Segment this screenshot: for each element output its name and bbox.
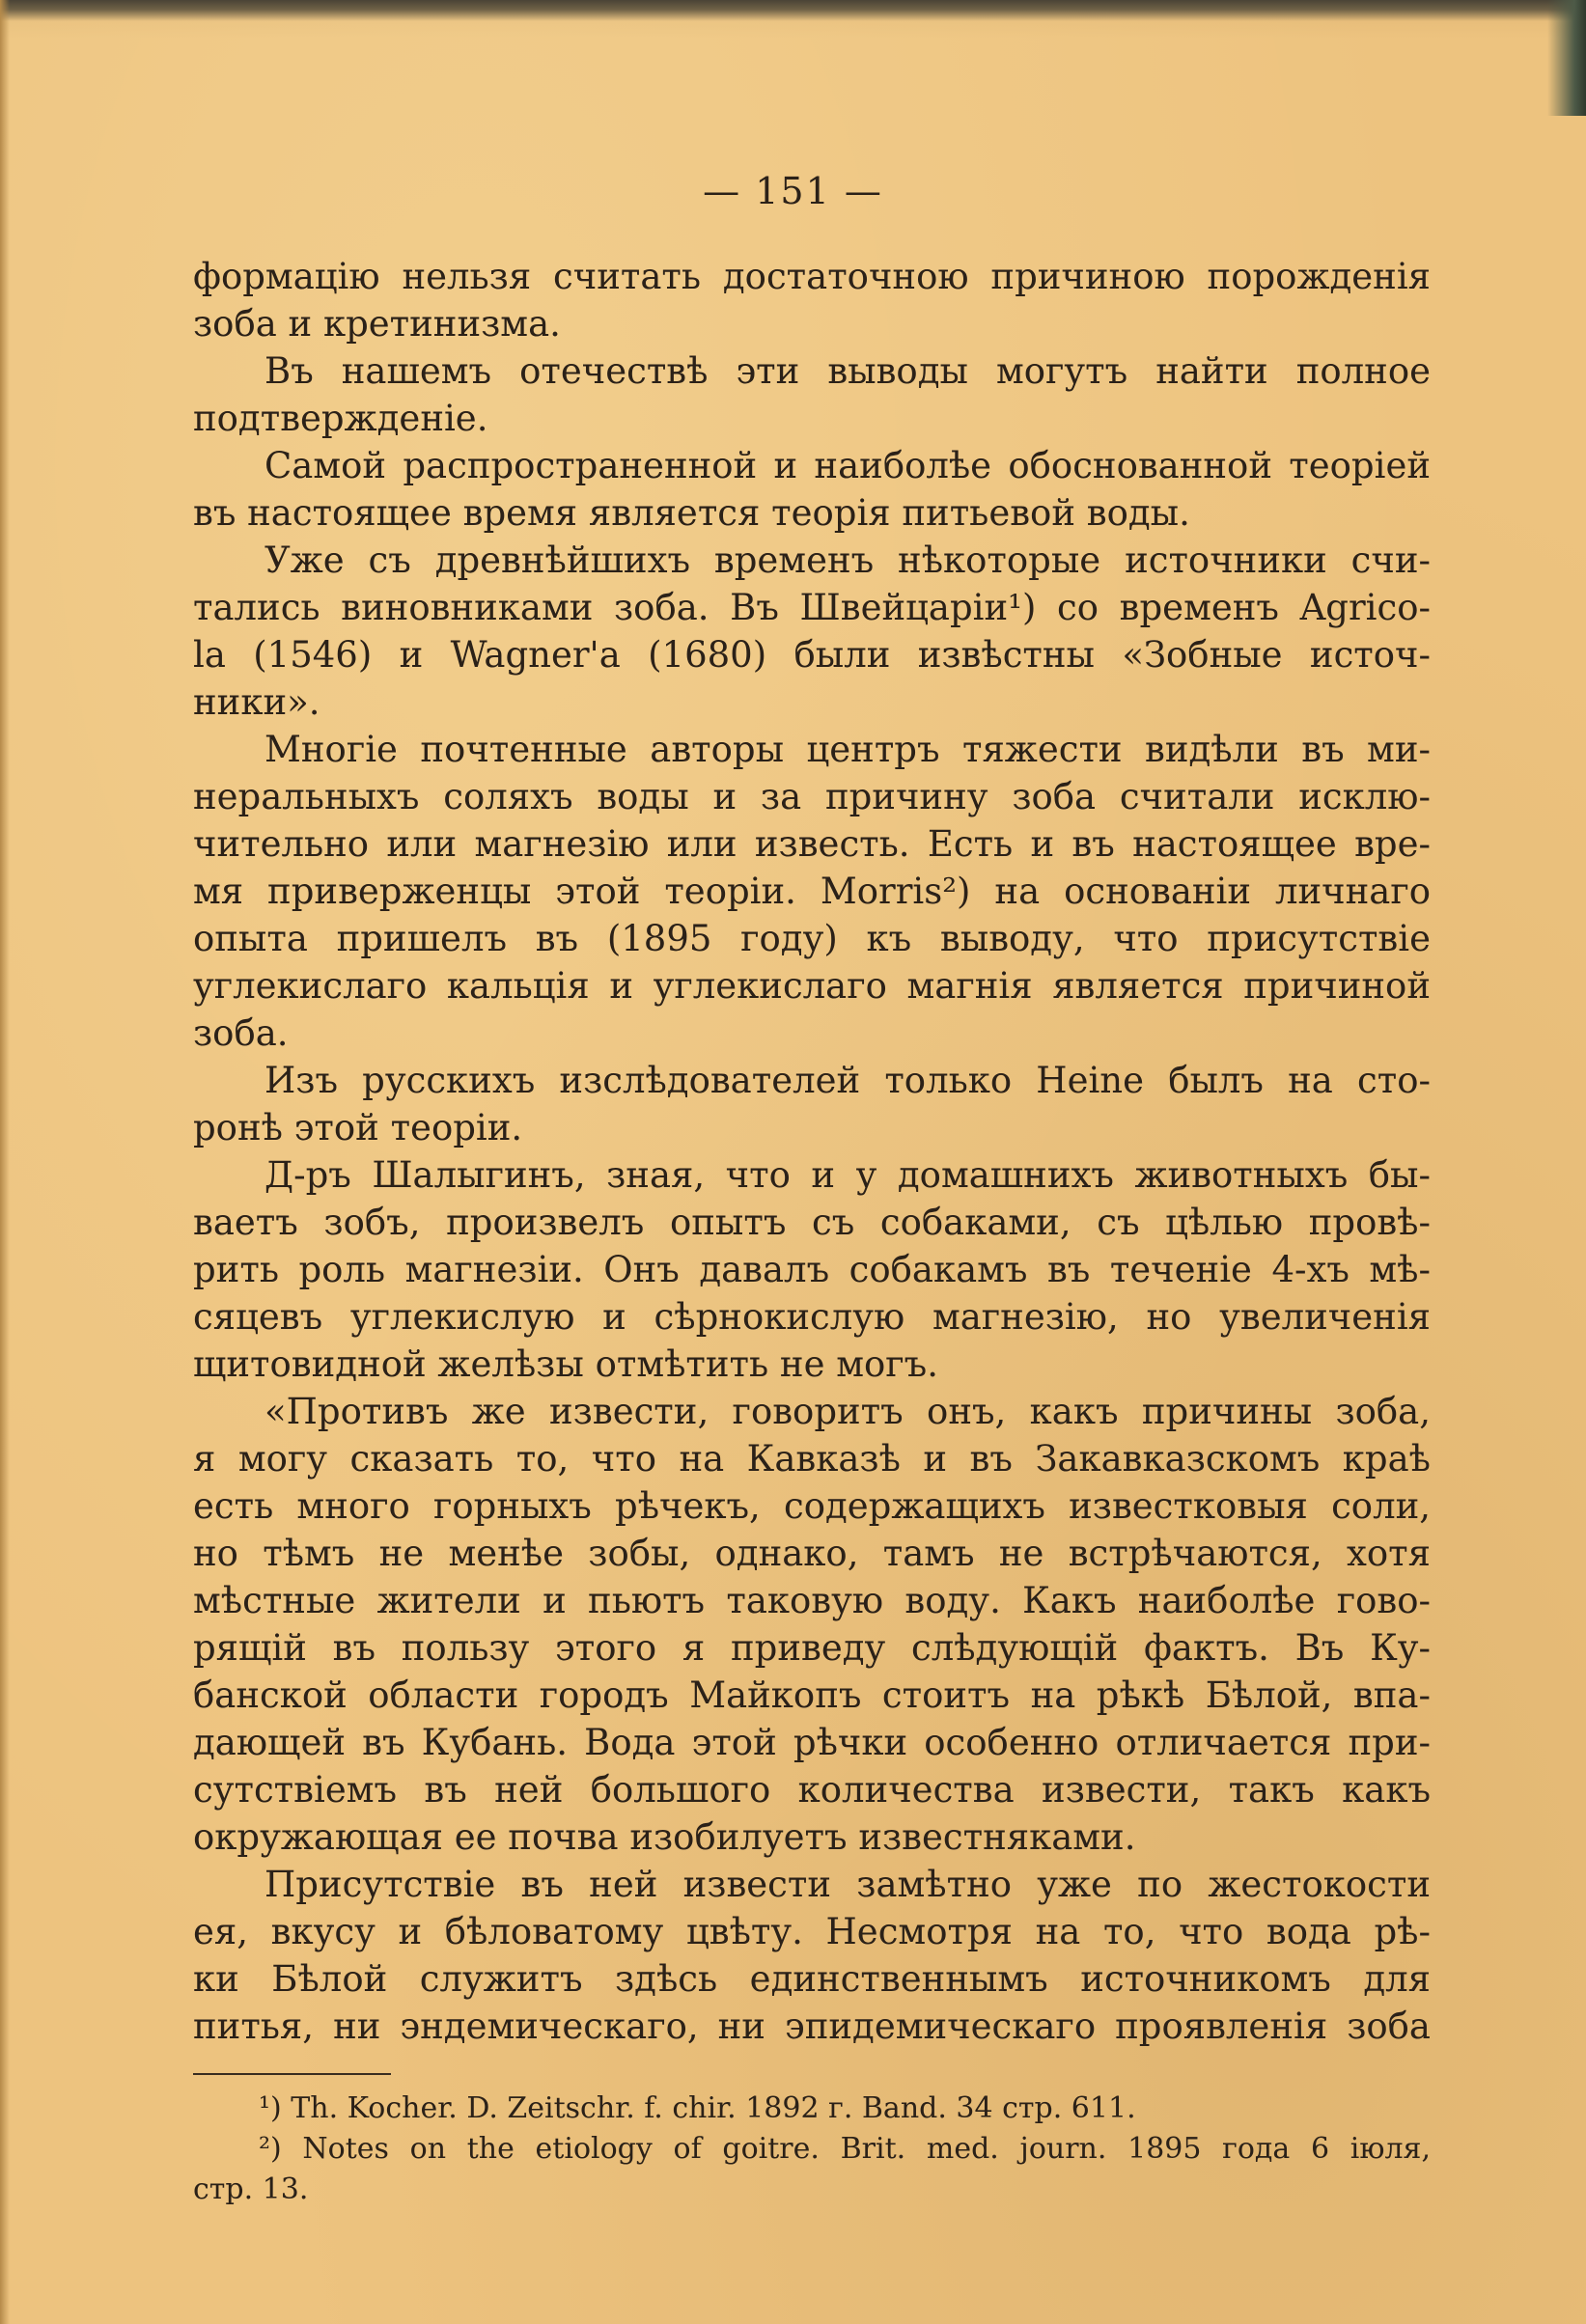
body-text bbox=[193, 253, 1431, 2050]
text-line: Изъ русскихъ изслѣдователей только Heine былъ на сто- bbox=[264, 1060, 1431, 1101]
text-line: формацію нельзя считать достаточною причиною порожденія bbox=[193, 256, 1431, 297]
page-top-edge bbox=[0, 0, 1586, 21]
footnote-divider bbox=[193, 2073, 391, 2075]
text-line: Уже съ древнѣйшихъ временъ нѣкоторые источники счи- bbox=[264, 540, 1431, 581]
text-line: ники». bbox=[193, 681, 320, 723]
text-line: опыта пришелъ въ (1895 году) къ выводу, что присутствіе bbox=[193, 918, 1431, 959]
text-line: Д-ръ Шалыгинъ, зная, что и у домашнихъ животныхъ бы- bbox=[264, 1154, 1431, 1196]
page-left-edge bbox=[0, 0, 10, 2324]
text-line: ваетъ зобъ, произвелъ опытъ съ собаками, съ цѣлью провѣ- bbox=[193, 1202, 1431, 1243]
footnotes bbox=[193, 2089, 1431, 2210]
text-line: тались виновниками зоба. Въ Швейцаріи¹) со временъ Agrico- bbox=[193, 587, 1431, 628]
text-line: банской области городъ Майкопъ стоитъ на рѣкѣ Бѣлой, впа- bbox=[193, 1674, 1431, 1716]
text-line: сяцевъ углекислую и сѣрнокислую магнезію, но увеличенія bbox=[193, 1296, 1431, 1338]
text-line: ронѣ этой теоріи. bbox=[193, 1107, 523, 1148]
text-line: есть много горныхъ рѣчекъ, содержащихъ известковыя соли, bbox=[193, 1485, 1431, 1527]
text-line: рящій въ пользу этого я приведу слѣдующій фактъ. Въ Ку- bbox=[193, 1627, 1431, 1669]
text-line: «Противъ же извести, говоритъ онъ, какъ причины зоба, bbox=[264, 1391, 1431, 1432]
text-line: окружающая ее почва изобилуетъ известняками. bbox=[193, 1816, 1136, 1858]
text-line: ея, вкусу и бѣловатому цвѣту. Несмотря на то, что вода рѣ- bbox=[193, 1911, 1431, 1952]
footnote-line: стр. 13. bbox=[193, 2172, 309, 2206]
text-line: зоба. bbox=[193, 1012, 289, 1054]
text-line: Присутствіе въ ней извести замѣтно уже по жестокости bbox=[264, 1864, 1431, 1905]
footnote-line: ²) Notes on the etiology of goitre. Brit. med. journ. 1895 года 6 іюля, bbox=[259, 2132, 1431, 2166]
text-line: Многіе почтенные авторы центръ тяжести видѣли въ ми- bbox=[264, 729, 1431, 770]
text-line: питья, ни эндемическаго, ни эпидемическаго проявленія зоба bbox=[193, 2006, 1431, 2047]
text-line: чительно или магнезію или известь. Есть и въ настоящее вре- bbox=[193, 823, 1431, 865]
footnote-line: ¹) Th. Kocher. D. Zeitschr. f. chir. 1892 г. Band. 34 стр. 611. bbox=[259, 2091, 1136, 2125]
text-line: la (1546) и Wagner'a (1680) были извѣстны «Зобные источ- bbox=[193, 634, 1431, 676]
text-line: подтвержденіе. bbox=[193, 398, 488, 439]
page-corner-shadow bbox=[1547, 0, 1586, 116]
text-line: дающей въ Кубань. Вода этой рѣчки особенно отличается при- bbox=[193, 1722, 1431, 1763]
text-line: рить роль магнезіи. Онъ давалъ собакамъ въ теченіе 4-хъ мѣ- bbox=[193, 1249, 1431, 1290]
text-line: въ настоящее время является теорія питьевой воды. bbox=[193, 492, 1190, 534]
text-line: Самой распространенной и наиболѣе обоснованной теоріей bbox=[264, 445, 1431, 486]
text-line: ки Бѣлой служитъ здѣсь единственнымъ источникомъ для bbox=[193, 1958, 1431, 2000]
text-line: я могу сказать то, что на Кавказѣ и въ Закавказскомъ краѣ bbox=[193, 1438, 1431, 1480]
text-line: но тѣмъ не менѣе зобы, однако, тамъ не встрѣчаются, хотя bbox=[193, 1533, 1431, 1574]
text-line: Въ нашемъ отечествѣ эти выводы могутъ найти полное bbox=[264, 350, 1431, 392]
text-line: углекислаго кальція и углекислаго магнія является причиной bbox=[193, 965, 1431, 1007]
text-line: щитовидной желѣзы отмѣтить не могъ. bbox=[193, 1343, 938, 1385]
text-line: неральныхъ соляхъ воды и за причину зоба считали исклю- bbox=[193, 776, 1431, 817]
text-line: мѣстные жители и пьютъ таковую воду. Какъ наиболѣе гово- bbox=[193, 1580, 1431, 1621]
text-line: зоба и кретинизма. bbox=[193, 303, 561, 345]
text-line: сутствіемъ въ ней большого количества извести, такъ какъ bbox=[193, 1769, 1431, 1811]
page-number: — 151 — bbox=[703, 170, 883, 212]
text-line: мя приверженцы этой теоріи. Morris²) на основаніи личнаго bbox=[193, 871, 1431, 912]
